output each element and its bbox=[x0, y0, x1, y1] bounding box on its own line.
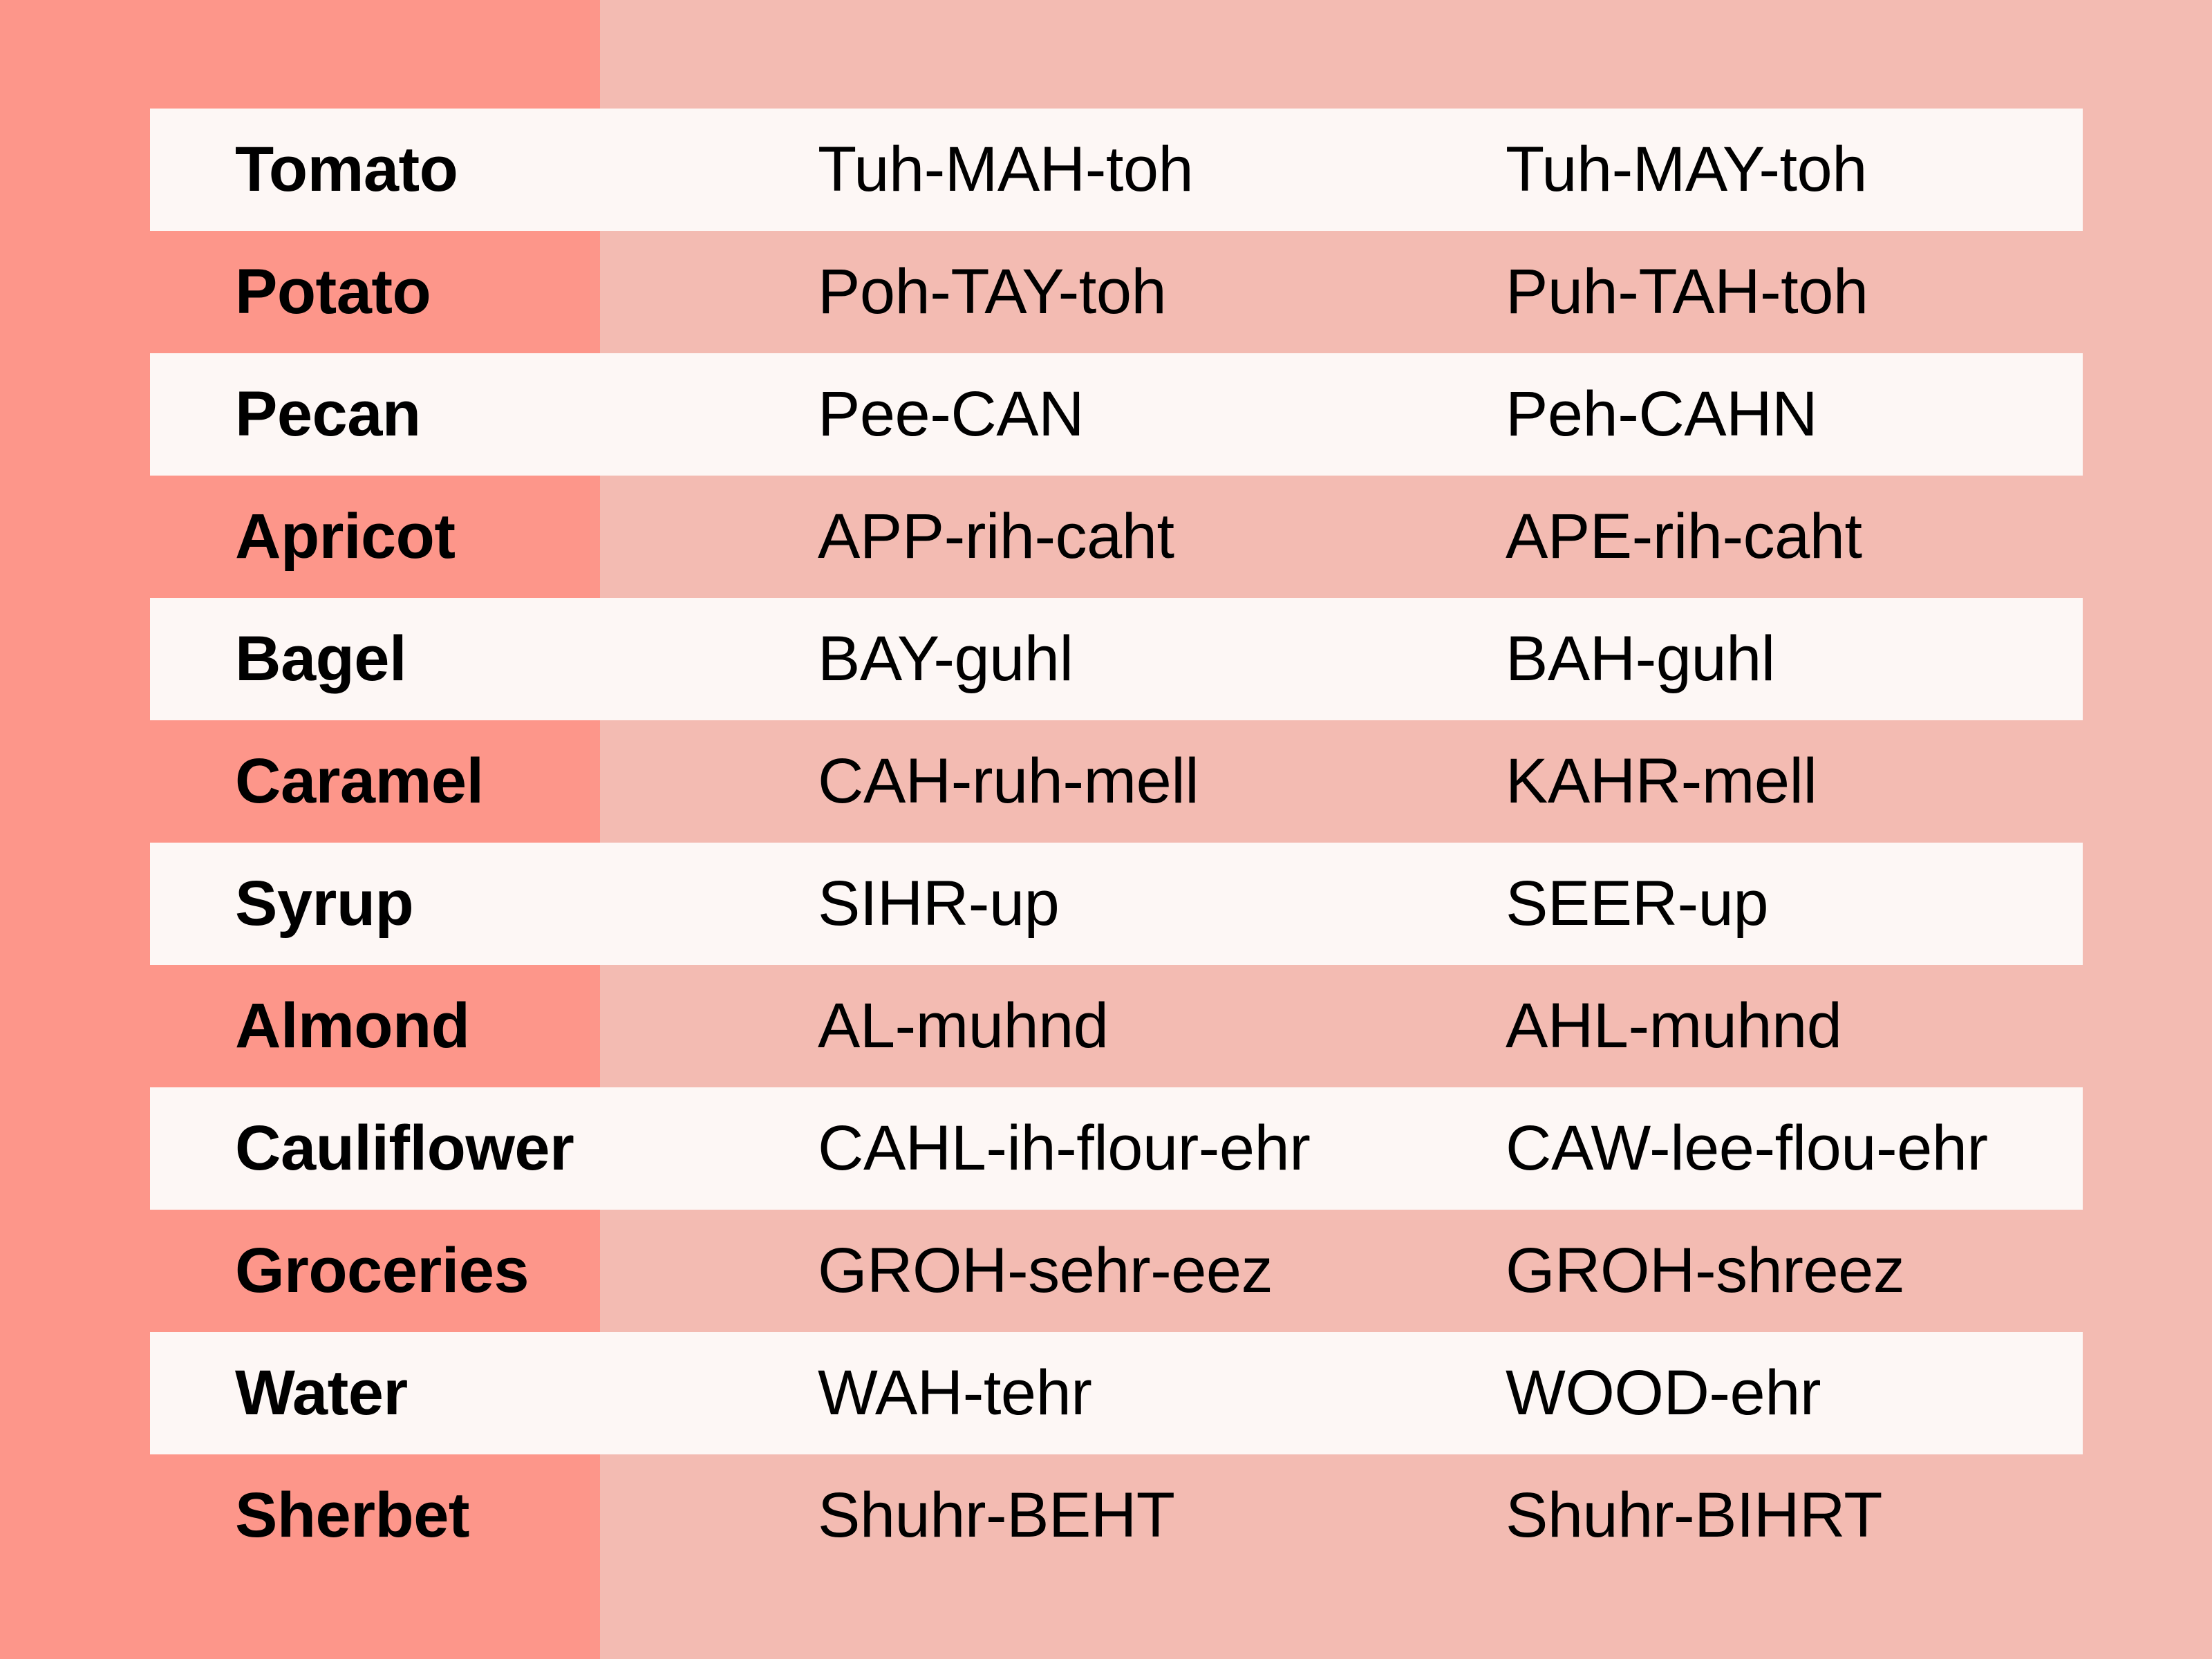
pronunciation-2-cell: BAH-guhl bbox=[1506, 624, 1775, 694]
table-row bbox=[150, 1210, 2083, 1332]
pronunciation-2-cell: Tuh-MAY-toh bbox=[1506, 134, 1867, 205]
word-cell: Tomato bbox=[235, 134, 458, 205]
pronunciation-1-cell: CAH-ruh-mell bbox=[818, 746, 1199, 816]
table-row bbox=[150, 476, 2083, 598]
table-row bbox=[150, 843, 2083, 965]
pronunciation-2-cell: Peh-CAHN bbox=[1506, 379, 1818, 449]
pronunciation-2-cell: KAHR-mell bbox=[1506, 746, 1817, 816]
pronunciation-2-cell: GROH-shreez bbox=[1506, 1235, 1905, 1306]
word-cell: Groceries bbox=[235, 1235, 529, 1306]
word-cell: Almond bbox=[235, 991, 470, 1061]
pronunciation-1-cell: APP-rih-caht bbox=[818, 501, 1174, 572]
word-cell: Caramel bbox=[235, 746, 484, 816]
table-row bbox=[150, 1087, 2083, 1210]
pronunciation-1-cell: GROH-sehr-eez bbox=[818, 1235, 1273, 1306]
table-row bbox=[150, 231, 2083, 353]
pronunciation-1-cell: BAY-guhl bbox=[818, 624, 1074, 694]
pronunciation-1-cell: Shuhr-BEHT bbox=[818, 1480, 1175, 1550]
pronunciation-2-cell: CAW-lee-flou-ehr bbox=[1506, 1113, 1988, 1183]
pronunciation-1-cell: CAHL-ih-flour-ehr bbox=[818, 1113, 1311, 1183]
pronunciation-1-cell: AL-muhnd bbox=[818, 991, 1109, 1061]
pronunciation-2-cell: AHL-muhnd bbox=[1506, 991, 1842, 1061]
word-cell: Potato bbox=[235, 256, 431, 327]
table-row bbox=[150, 1454, 2083, 1577]
pronunciation-2-cell: Puh-TAH-toh bbox=[1506, 256, 1868, 327]
table-row bbox=[150, 965, 2083, 1087]
pronunciation-1-cell: Tuh-MAH-toh bbox=[818, 134, 1194, 205]
word-cell: Bagel bbox=[235, 624, 407, 694]
word-cell: Sherbet bbox=[235, 1480, 470, 1550]
pronunciation-2-cell: APE-rih-caht bbox=[1506, 501, 1862, 572]
word-cell: Water bbox=[235, 1358, 408, 1428]
pronunciation-1-cell: Pee-CAN bbox=[818, 379, 1085, 449]
table-row bbox=[150, 720, 2083, 843]
word-cell: Apricot bbox=[235, 501, 456, 572]
word-cell: Pecan bbox=[235, 379, 421, 449]
table-row bbox=[150, 109, 2083, 231]
word-cell: Cauliflower bbox=[235, 1113, 574, 1183]
pronunciation-2-cell: WOOD-ehr bbox=[1506, 1358, 1821, 1428]
table-row bbox=[150, 353, 2083, 476]
pronunciation-1-cell: Poh-TAY-toh bbox=[818, 256, 1167, 327]
pronunciation-1-cell: WAH-tehr bbox=[818, 1358, 1092, 1428]
pronunciation-2-cell: SEER-up bbox=[1506, 868, 1768, 939]
table-row bbox=[150, 598, 2083, 720]
pronunciation-1-cell: SIHR-up bbox=[818, 868, 1060, 939]
table-row bbox=[150, 1332, 2083, 1454]
word-cell: Syrup bbox=[235, 868, 414, 939]
pronunciation-2-cell: Shuhr-BIHRT bbox=[1506, 1480, 1882, 1550]
